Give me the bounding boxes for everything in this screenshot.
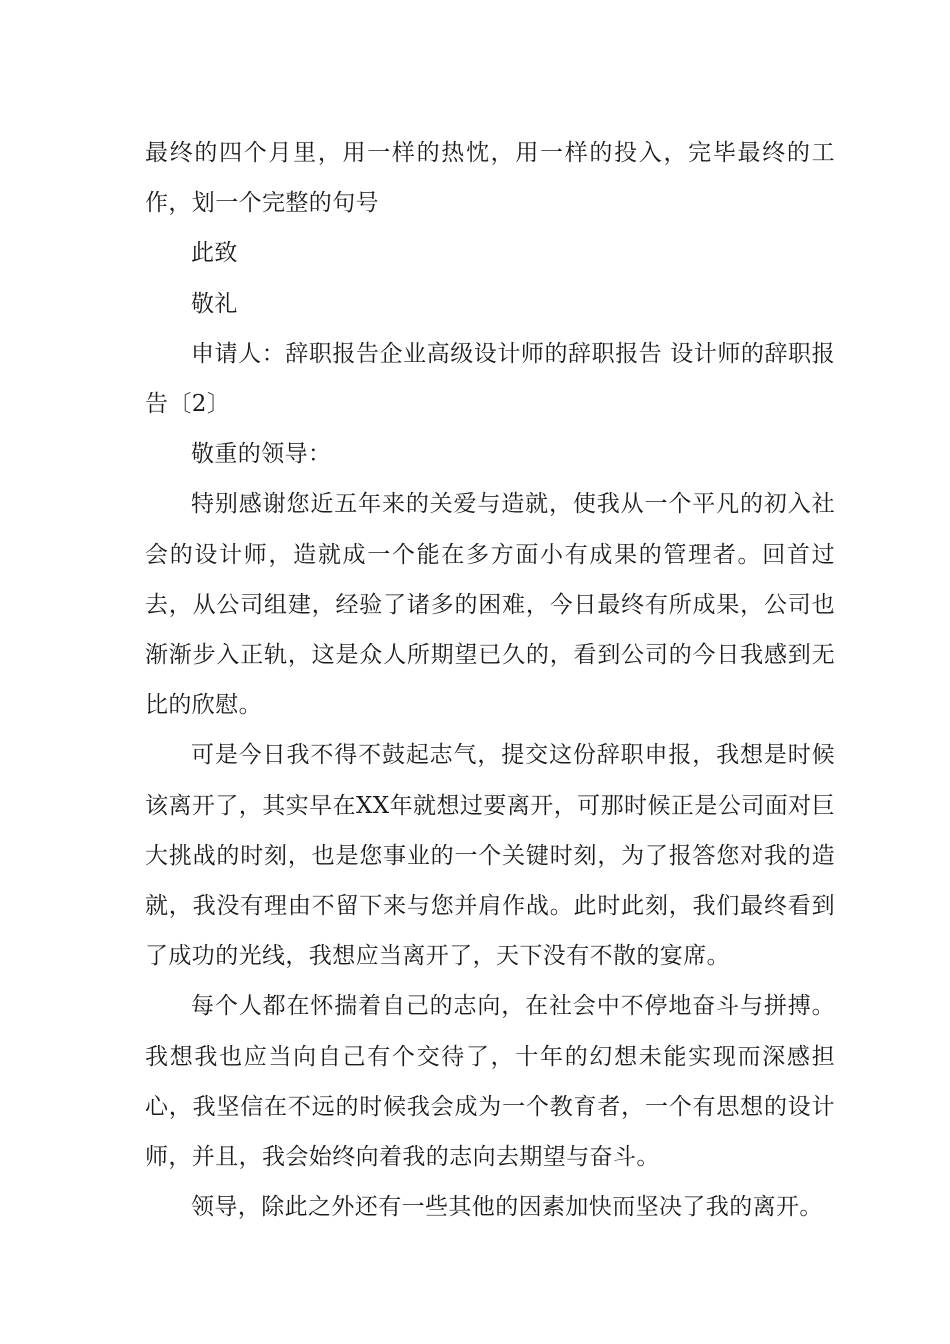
salutation-cizhi: 此致	[191, 240, 238, 267]
salutation-jingli: 敬礼	[191, 290, 238, 317]
paragraph-thanks: 特别感谢您近五年来的关爱与造就，使我从一个平凡的初入社会的设计师，造就成一个能在多方面小有成果的管理者。回首过去，从公司组建，经验了诸多的困难，今日最终有所成果，公司也渐渐步入正轨，这是众人所期望已久的，看到公司的今日我感到无比的欣慰。	[145, 491, 835, 719]
greeting-line: 敬重的领导：	[191, 441, 332, 468]
applicant-line: 申请人：辞职报告企业高级设计师的辞职报告 设计师的辞职报告〔2〕	[145, 340, 835, 418]
document-body	[145, 128, 835, 1232]
paragraph-resignation-reason: 可是今日我不得不鼓起志气，提交这份辞职申报，我想是时候该离开了，其实早在XX年就想过要离开，可那时候正是公司面对巨大挑战的时刻，也是您事业的一个关键时刻，为了报答您对我的造就，我没有理由不留下来与您并肩作战。此时此刻，我们最终看到了成功的光线，我想应当离开了，天下没有不散的宴席。	[145, 742, 835, 970]
paragraph-closing-line: 最终的四个月里，用一样的热忱，用一样的投入，完毕最终的工作，划一个完整的句号	[145, 140, 835, 217]
paragraph-aspiration: 每个人都在怀揣着自己的志向，在社会中不停地奋斗与拼搏。我想我也应当向自己有个交待了，十年的幻想未能实现而深感担心，我坚信在不远的时候我会成为一个教育者，一个有思想的设计师，并且，我会始终向着我的志向去期望与奋斗。	[145, 993, 835, 1171]
paragraph-other-factors: 领导，除此之外还有一些其他的因素加快而坚决了我的离开。	[191, 1194, 823, 1221]
